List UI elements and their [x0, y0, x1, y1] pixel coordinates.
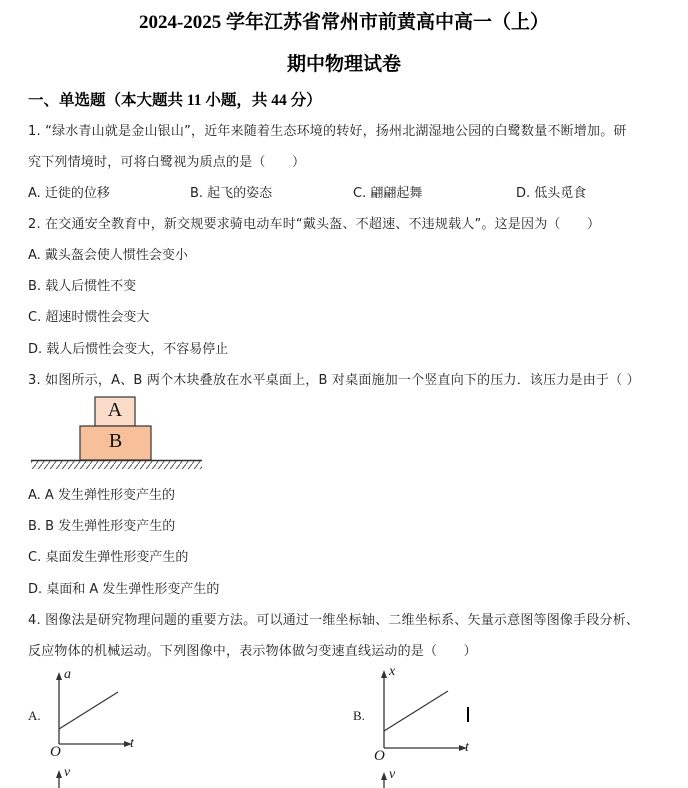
question-2-option-b[interactable]: B. 载人后惯性不变: [28, 279, 137, 294]
graph-b-origin-label: O: [374, 748, 385, 764]
question-1-stem-line-1: 1. “绿水青山就是金山银山”，近年来随着生态环境的转好，扬州北湖湿地公园的白鹭数量不断增加。研: [28, 124, 627, 139]
section-heading: 一、单选题（本大题共 11 小题，共 44 分）: [28, 92, 322, 109]
graph-d-y-label: v: [389, 767, 396, 782]
question-4-stem-line-2: 反应物体的机械运动。下列图像中，表示物体做匀变速直线运动的是（ ）: [28, 644, 477, 659]
question-4-stem-line-1: 4. 图像法是研究物理问题的重要方法。可以通过一维坐标轴、二维坐标系、矢量示意图等图像手段分析、: [28, 613, 640, 628]
question-1-stem-line-2: 究下列情境时，可将白鹭视为质点的是（ ）: [28, 155, 306, 170]
text-cursor: [467, 707, 469, 722]
question-1-option-d[interactable]: D. 低头觅食: [516, 186, 587, 201]
block-b-label: B: [108, 430, 123, 452]
question-3-option-d[interactable]: D. 桌面和 A 发生弹性形变产生的: [28, 582, 220, 597]
question-2-option-c[interactable]: C. 超速时惯性会变大: [28, 310, 150, 325]
question-3-option-c[interactable]: C. 桌面发生弹性形变产生的: [28, 550, 189, 565]
graph-b-option-label[interactable]: B.: [353, 708, 365, 723]
question-3-stem: 3. 如图所示，A、B 两个木块叠放在水平桌面上，B 对桌面施加一个竖直向下的压力．该压力是由于（ ）: [28, 373, 640, 388]
exam-subtitle: 期中物理试卷: [286, 54, 401, 75]
question-3-option-b[interactable]: B. B 发生弹性形变产生的: [28, 519, 176, 534]
question-2-option-d[interactable]: D. 载人后惯性会变大，不容易停止: [28, 342, 229, 357]
question-1-option-a[interactable]: A. 迁徙的位移: [28, 186, 110, 201]
graph-b-y-label: x: [389, 664, 396, 679]
exam-title: 2024-2025 学年江苏省常州市前黄高中高一（上）: [138, 12, 550, 33]
question-1-option-c[interactable]: C. 翩翩起舞: [353, 186, 423, 201]
question-1-option-b[interactable]: B. 起飞的姿态: [190, 186, 273, 201]
graph-b-x-label: t: [465, 740, 469, 755]
question-2-option-a[interactable]: A. 戴头盔会使人惯性会变小: [28, 248, 188, 263]
block-a-label: A: [107, 399, 123, 421]
graph-c-y-label: v: [64, 765, 71, 780]
graph-a-x-label: t: [130, 736, 134, 751]
question-2-stem: 2. 在交通安全教育中，新交规要求骑电动车时“戴头盔、不超速、不违规载人”。这是因为（ ）: [28, 217, 601, 232]
question-3-option-a[interactable]: A. A 发生弹性形变产生的: [28, 488, 175, 503]
graph-b-line: [384, 691, 448, 731]
graph-a-origin-label: O: [50, 744, 61, 760]
graph-a-y-label: a: [64, 667, 71, 682]
graph-a-option-label[interactable]: A.: [28, 708, 41, 723]
